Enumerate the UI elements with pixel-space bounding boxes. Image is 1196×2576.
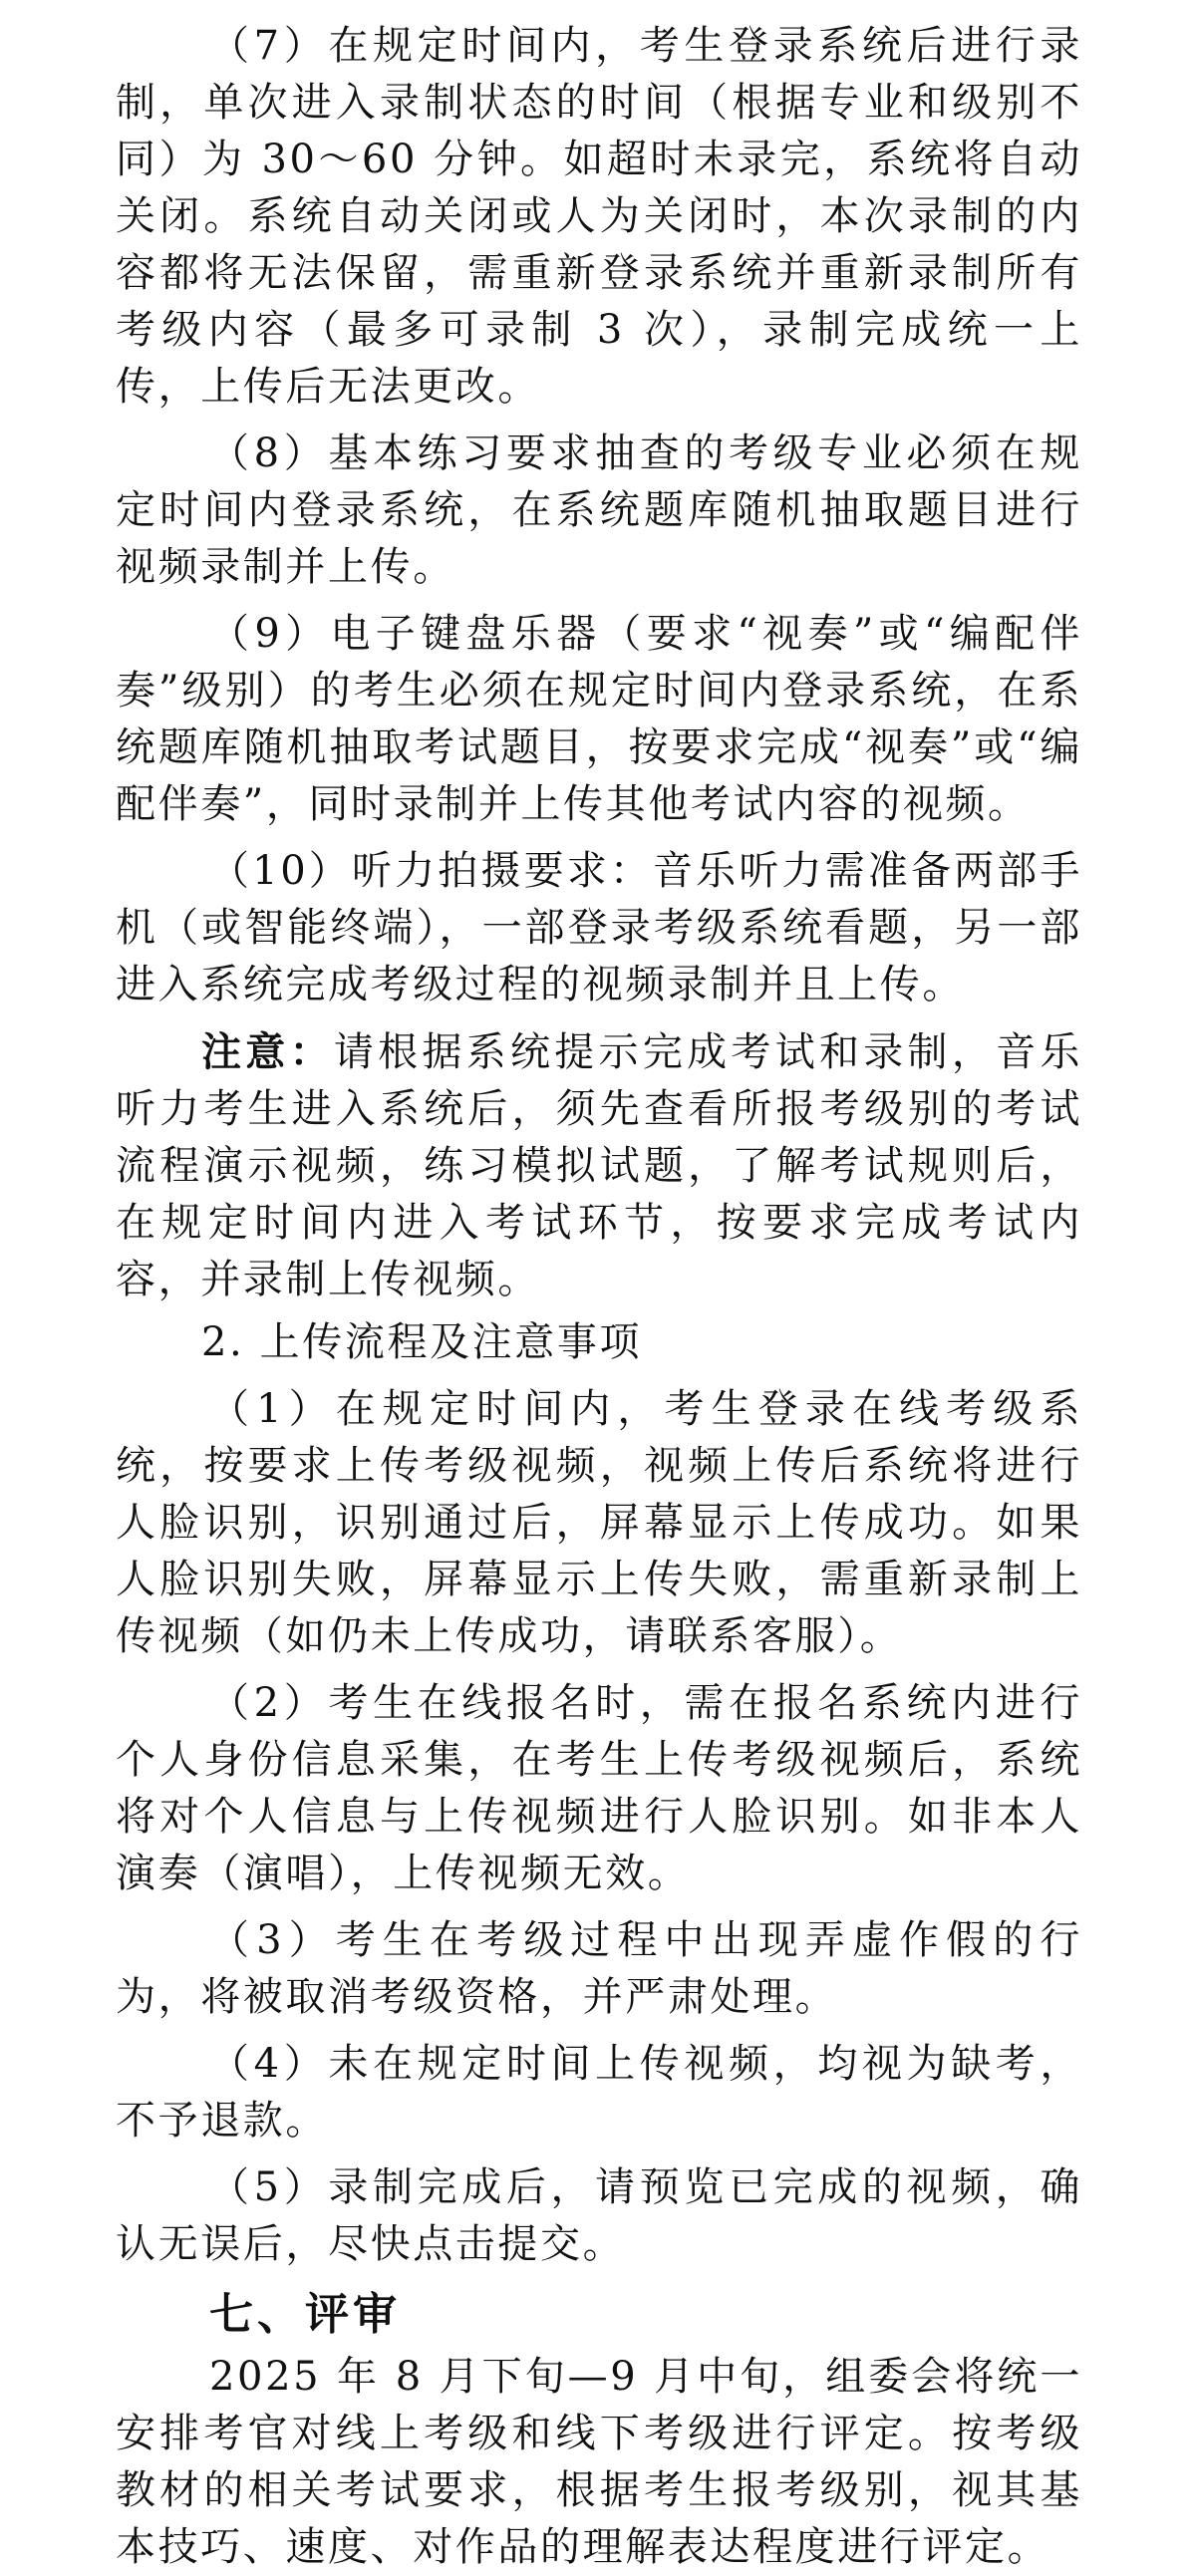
upload-item-2: （2）考生在线报名时，需在报名系统内进行个人身份信息采集，在考生上传考级视频后，系统将对个人信息与上传视频进行人脸识别。如非本人演奏（演唱），上传视频无效。	[116, 1680, 1082, 1896]
document-page	[116, 18, 1082, 2576]
paragraph-item-8: （8）基本练习要求抽查的考级专业必须在规定时间内登录系统，在系统题库随机抽取题目进行视频录制并上传。	[116, 430, 1082, 590]
paragraph-item-10: （10）听力拍摄要求：音乐听力需准备两部手机（或智能终端），一部登录考级系统看题，另一部进入系统完成考级过程的视频录制并且上传。	[116, 848, 1082, 1007]
upload-item-1: （1）在规定时间内，考生登录在线考级系统，按要求上传考级视频，视频上传后系统将进行人脸识别，识别通过后，屏幕显示上传成功。如果人脸识别失败，屏幕显示上传失败，需重新录制上传视频（如仍未上传成功，请联系客服）。	[116, 1386, 1082, 1659]
review-paragraph: 2025 年 8 月下旬—9 月中旬，组委会将统一安排考官对线上考级和线下考级进行评定。按考级教材的相关考试要求，根据考生报考级别，视其基本技巧、速度、对作品的理解表达程度进行评定。	[116, 2354, 1082, 2570]
note-label: 注意：	[201, 1028, 334, 1075]
upload-item-3: （3）考生在考级过程中出现弄虚作假的行为，将被取消考级资格，并严肃处理。	[116, 1917, 1082, 2020]
note-paragraph	[116, 1023, 1082, 1308]
paragraph-item-7: （7）在规定时间内，考生登录系统后进行录制，单次进入录制状态的时间（根据专业和级别不同）为 30～60 分钟。如超时未录完，系统将自动关闭。系统自动关闭或人为关闭时，本次录制的内容都将无法保留，需重新登录系统并重新录制所有考级内容（最多可录制 3 次），录制完成统一上传，上传后无法更改。	[116, 23, 1082, 410]
note-text: 请根据系统提示完成考试和录制，音乐听力考生进入系统后，须先查看所报考级别的考试流程演示视频，练习模拟试题，了解考试规则后，在规定时间内进入考试环节，按要求完成考试内容，并录制上传视频。	[116, 1029, 1082, 1302]
paragraph-item-9: （9）电子键盘乐器（要求“视奏”或“编配伴奏”级别）的考生必须在规定时间内登录系统，在系统题库随机抽取考试题目，按要求完成“视奏”或“编配伴奏”，同时录制并上传其他考试内容的视频。	[116, 611, 1082, 827]
upload-heading: 2. 上传流程及注意事项	[201, 1319, 643, 1365]
upload-item-4: （4）未在规定时间上传视频，均视为缺考，不予退款。	[116, 2041, 1082, 2144]
upload-item-5: （5）录制完成后，请预览已完成的视频，确认无误后，尽快点击提交。	[116, 2164, 1082, 2267]
section-title-review: 七、评审	[209, 2289, 401, 2340]
